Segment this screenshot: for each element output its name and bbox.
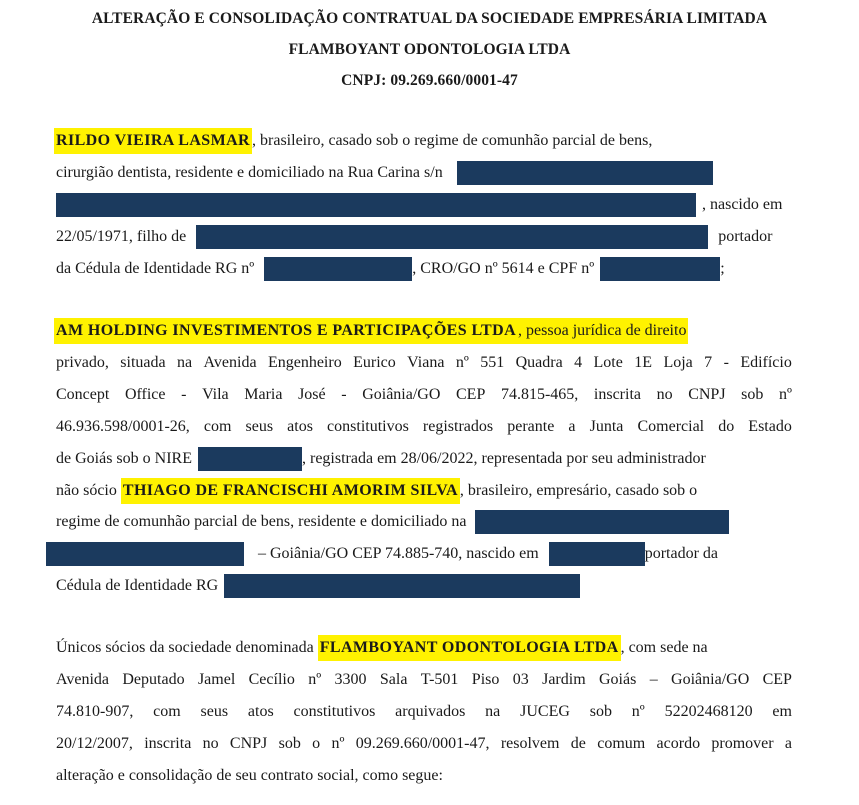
redacted-birthdate	[549, 542, 645, 566]
closing-line4: 20/12/2007, inscrita no CNPJ sob o nº 09.269.660/0001-47, resolvem de comum acordo promover a	[56, 735, 792, 752]
party1-birth-text: 22/05/1971, filho de	[56, 228, 187, 245]
party2-nonpartner-text: não sócio	[56, 482, 117, 499]
party1-line4	[56, 225, 792, 249]
document-cnpj: CNPJ: 09.269.660/0001-47	[341, 72, 518, 89]
party2-nire-text: de Goiás sob o NIRE	[56, 450, 192, 467]
party2-line7	[56, 510, 792, 534]
closing-line5: alteração e consolidação de seu contrato social, como segue:	[56, 767, 443, 784]
party2-line1	[56, 319, 792, 343]
party1-line3	[56, 193, 792, 217]
redacted-parents	[196, 225, 708, 249]
redacted-address	[457, 161, 713, 185]
redacted-admin-rg	[224, 574, 580, 598]
party2-bearer-text: portador da	[644, 545, 719, 562]
party2-line4: 46.936.598/0001-26, com seus atos constitutivos registrados perante a Junta Comercial do Estado	[56, 418, 792, 435]
closing-partners-text: Únicos sócios da sociedade denominada	[56, 639, 314, 656]
redacted-admin-address-cont	[46, 542, 244, 566]
closing-seat-text: , com sede na	[620, 639, 708, 656]
document-title-company: FLAMBOYANT ODONTOLOGIA LTDA	[288, 41, 571, 58]
redacted-nire	[198, 447, 302, 471]
party1-address-text: cirurgião dentista, residente e domiciliado na Rua Carina s/n	[56, 164, 443, 181]
redacted-cpf	[600, 257, 720, 281]
party1-rg-text: da Cédula de Identidade RG nº	[56, 260, 255, 277]
closing-line2: Avenida Deputado Jamel Cecílio nº 3300 Sala T-501 Piso 03 Jardim Goiás – Goiânia/GO CEP	[56, 671, 792, 688]
party2-name: AM HOLDING INVESTIMENTOS E PARTICIPAÇÕES LTDA	[54, 318, 518, 344]
party2-line6	[56, 479, 792, 503]
party2-line9	[56, 574, 792, 598]
party2-legal-type: , pessoa jurídica de direito	[516, 318, 688, 344]
party2-registered-text: , registrada em 28/06/2022, representada por seu administrador	[301, 450, 706, 467]
party1-end-punct: ;	[720, 260, 725, 277]
party2-admin-details: , brasileiro, empresário, casado sob o	[459, 482, 698, 499]
party1-bearer-text: portador	[718, 228, 773, 245]
party1-line1	[56, 129, 792, 153]
party1-name: RILDO VIEIRA LASMAR	[54, 128, 252, 154]
party2-line3: Concept Office - Vila Maria José - Goiânia/GO CEP 74.815-465, inscrita no CNPJ sob nº	[56, 386, 792, 403]
redacted-admin-address	[475, 510, 729, 534]
party1-line1-text: , brasileiro, casado sob o regime de comunhão parcial de bens,	[252, 132, 653, 149]
party2-line2: privado, situada na Avenida Engenheiro Eurico Viana nº 551 Quadra 4 Lote 1E Loja 7 - Edifício	[56, 354, 792, 371]
party2-regime-text: regime de comunhão parcial de bens, residente e domiciliado na	[56, 513, 467, 530]
party1-cro-text: , CRO/GO nº 5614 e CPF nº	[412, 260, 595, 277]
party1-line2	[56, 161, 792, 185]
party2-line8	[46, 542, 782, 566]
document-title-line1: ALTERAÇÃO E CONSOLIDAÇÃO CONTRATUAL DA SOCIEDADE EMPRESÁRIA LIMITADA	[91, 10, 768, 27]
party1-born-label: , nascido em	[702, 196, 783, 213]
closing-line1	[56, 636, 792, 660]
party2-line5	[56, 447, 792, 471]
party2-city-text: – Goiânia/GO CEP 74.885-740, nascido em	[258, 545, 539, 562]
administrator-name: THIAGO DE FRANCISCHI AMORIM SILVA	[121, 478, 460, 504]
party2-rg-text: Cédula de Identidade RG	[56, 577, 219, 594]
redacted-rg	[264, 257, 412, 281]
party1-line5	[56, 257, 792, 281]
redacted-address-cont	[56, 193, 696, 217]
company-name-highlight: FLAMBOYANT ODONTOLOGIA LTDA	[318, 635, 621, 661]
closing-line3: 74.810-907, com seus atos constitutivos arquivados na JUCEG sob nº 52202468120 em	[56, 703, 792, 720]
